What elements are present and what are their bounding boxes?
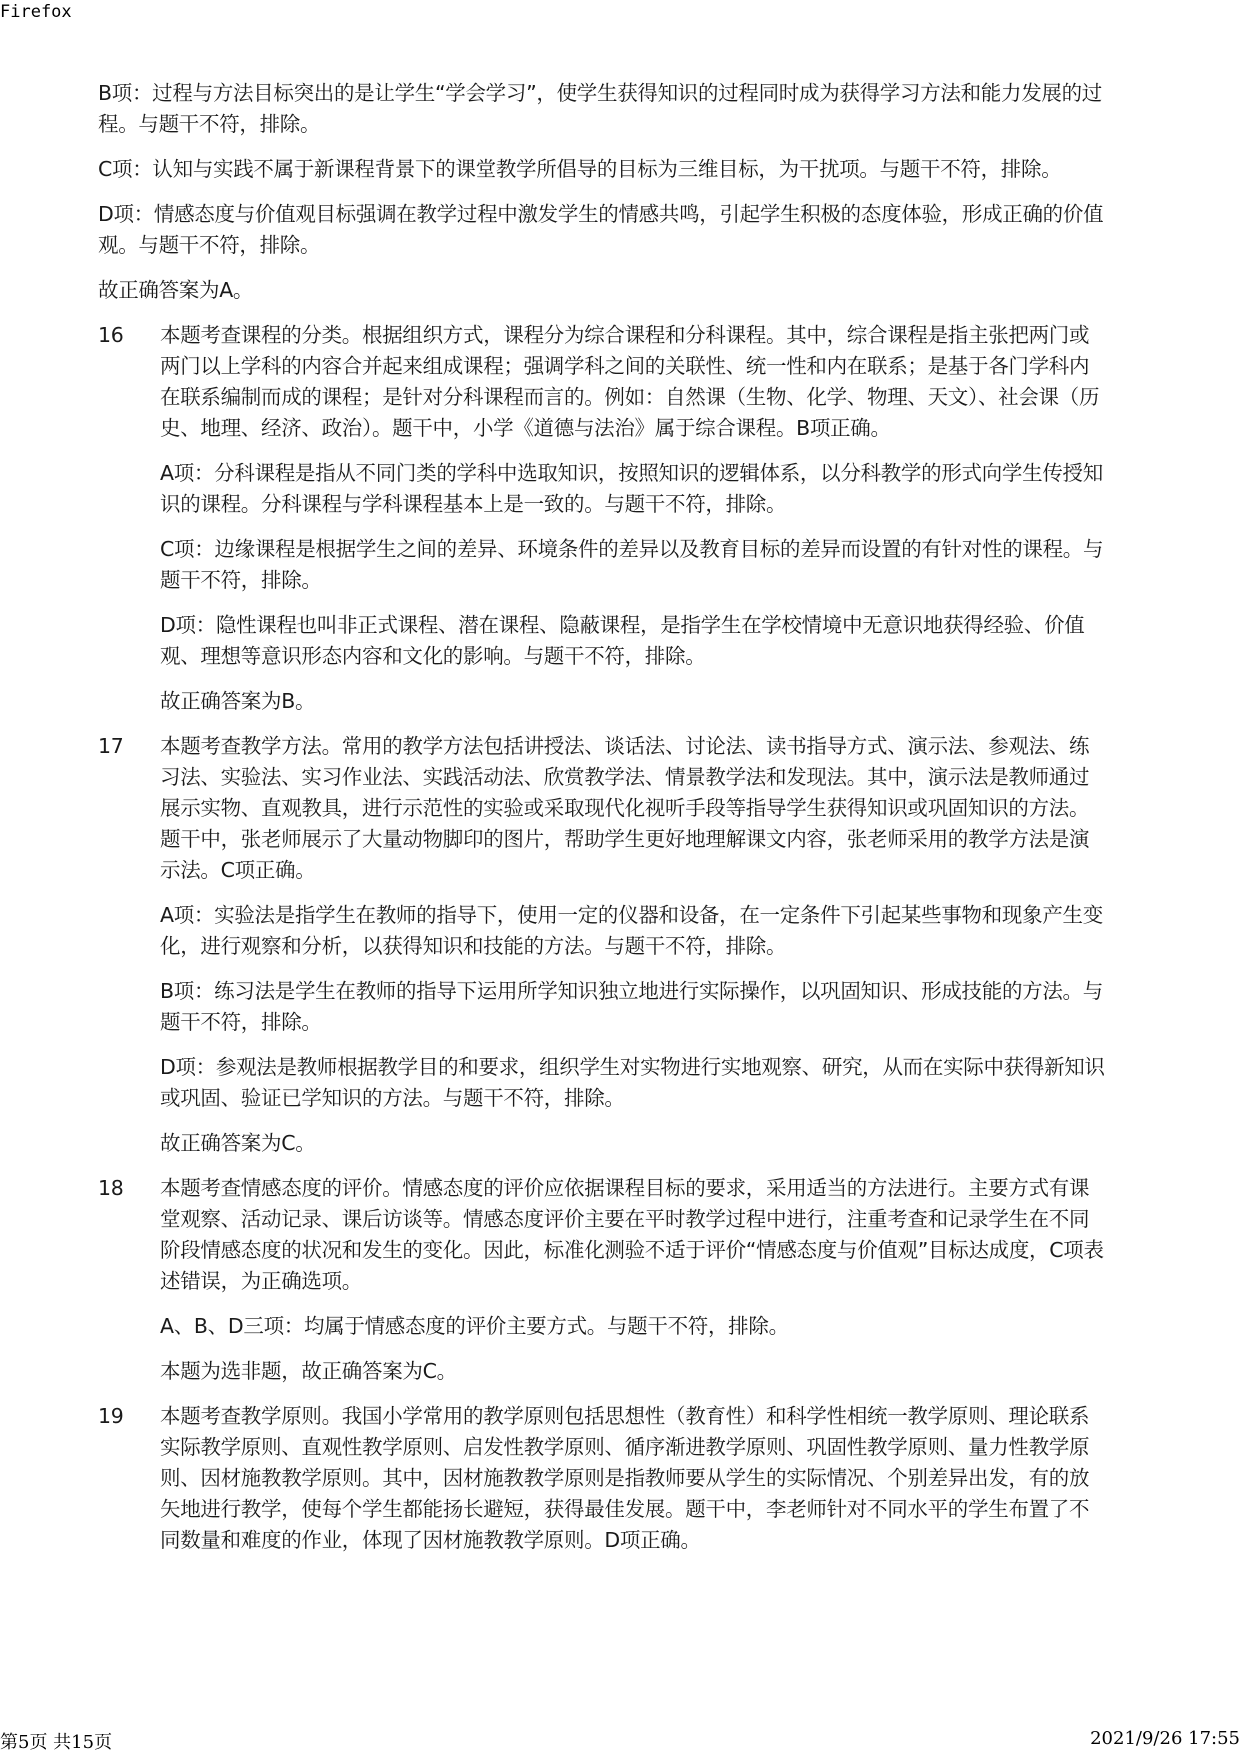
option-b-explanation: B项：过程与方法目标突出的是让学生“学会学习”，使学生获得知识的过程同时成为获得学习方法和能力发展的过程。与题干不符，排除。 <box>98 81 1103 136</box>
option-d-explanation: D项：情感态度与价值观目标强调在教学过程中激发学生的情感共鸣，引起学生积极的态度体验，形成正确的价值观。与题干不符，排除。 <box>98 202 1104 257</box>
option-c-explanation: C项：边缘课程是根据学生之间的差异、环境条件的差异以及教育目标的差异而设置的有针对性的课程。与题干不符，排除。 <box>160 537 1104 592</box>
document-body <box>98 78 1108 1570</box>
question-19 <box>98 1401 1108 1556</box>
question-number: 18 <box>98 1176 124 1200</box>
question-18 <box>98 1173 1108 1297</box>
question-16 <box>98 320 1108 444</box>
print-header-app-label: Firefox <box>0 2 72 22</box>
option-d-explanation: D项：隐性课程也叫非正式课程、潜在课程、隐蔽课程，是指学生在学校情境中无意识地获得经验、价值观、理想等意识形态内容和文化的影响。与题干不符，排除。 <box>160 613 1085 668</box>
question-17 <box>98 731 1108 886</box>
option-a-explanation: A项：实验法是指学生在教师的指导下，使用一定的仪器和设备，在一定条件下引起某些事物和现象产生变化，进行观察和分析，以获得知识和技能的方法。与题干不符，排除。 <box>160 903 1103 958</box>
question-number: 16 <box>98 323 124 347</box>
question-explanation: 本题考查教学方法。常用的教学方法包括讲授法、谈话法、讨论法、读书指导方式、演示法、参观法、练习法、实验法、实习作业法、实践活动法、欣赏教学法、情景教学法和发现法。其中，演示法是教师通过展示实物、直观教具，进行示范性的实验或采取现代化视听手段等指导学生获得知识或巩固知识的方法。题干中，张老师展示了大量动物脚印的图片，帮助学生更好地理解课文内容，张老师采用的教学方法是演示法。C项正确。 <box>160 734 1090 882</box>
option-b-explanation: B项：练习法是学生在教师的指导下运用所学知识独立地进行实际操作，以巩固知识、形成技能的方法。与题干不符，排除。 <box>160 979 1103 1034</box>
answer-line: 故正确答案为B。 <box>160 689 316 713</box>
answer-line: 本题为选非题，故正确答案为C。 <box>160 1359 457 1383</box>
option-a-explanation: A项：分科课程是指从不同门类的学科中选取知识，按照知识的逻辑体系，以分科教学的形式向学生传授知识的课程。分科课程与学科课程基本上是一致的。与题干不符，排除。 <box>160 461 1103 516</box>
question-number: 19 <box>98 1404 124 1428</box>
question-explanation: 本题考查课程的分类。根据组织方式，课程分为综合课程和分科课程。其中，综合课程是指主张把两门或两门以上学科的内容合并起来组成课程；强调学科之间的关联性、统一性和内在联系；是基于各门学科内在联系编制而成的课程；是针对分科课程而言的。例如：自然课（生物、化学、物理、天文）、社会课（历史、地理、经济、政治）。题干中，小学《道德与法治》属于综合课程。B项正确。 <box>160 323 1100 440</box>
answer-line: 故正确答案为A。 <box>98 278 254 302</box>
print-datetime: 2021/9/26 17:55 <box>1090 1728 1240 1749</box>
page-indicator: 第5页 共15页 <box>0 1732 113 1753</box>
question-number: 17 <box>98 734 124 758</box>
option-d-explanation: D项：参观法是教师根据教学目的和要求，组织学生对实物进行实地观察、研究，从而在实际中获得新知识或巩固、验证已学知识的方法。与题干不符，排除。 <box>160 1055 1105 1110</box>
options-abd-explanation: A、B、D三项：均属于情感态度的评价主要方式。与题干不符，排除。 <box>160 1314 789 1338</box>
print-footer <box>0 1728 1240 1754</box>
answer-line: 故正确答案为C。 <box>160 1131 316 1155</box>
option-c-explanation: C项：认知与实践不属于新课程背景下的课堂教学所倡导的目标为三维目标，为干扰项。与题干不符，排除。 <box>98 157 1062 181</box>
question-explanation: 本题考查教学原则。我国小学常用的教学原则包括思想性（教育性）和科学性相统一教学原则、理论联系实际教学原则、直观性教学原则、启发性教学原则、循序渐进教学原则、巩固性教学原则、量力性教学原则、因材施教教学原则。其中，因材施教教学原则是指教师要从学生的实际情况、个别差异出发，有的放矢地进行教学，使每个学生都能扬长避短，获得最佳发展。题干中，李老师针对不同水平的学生布置了不同数量和难度的作业，体现了因材施教教学原则。D项正确。 <box>160 1404 1090 1552</box>
question-explanation: 本题考查情感态度的评价。情感态度的评价应依据课程目标的要求，采用适当的方法进行。主要方式有课堂观察、活动记录、课后访谈等。情感态度评价主要在平时教学过程中进行，注重考查和记录学生在不同阶段情感态度的状况和发生的变化。因此，标准化测验不适于评价“情感态度与价值观”目标达成度，C项表述错误，为正确选项。 <box>160 1176 1104 1293</box>
